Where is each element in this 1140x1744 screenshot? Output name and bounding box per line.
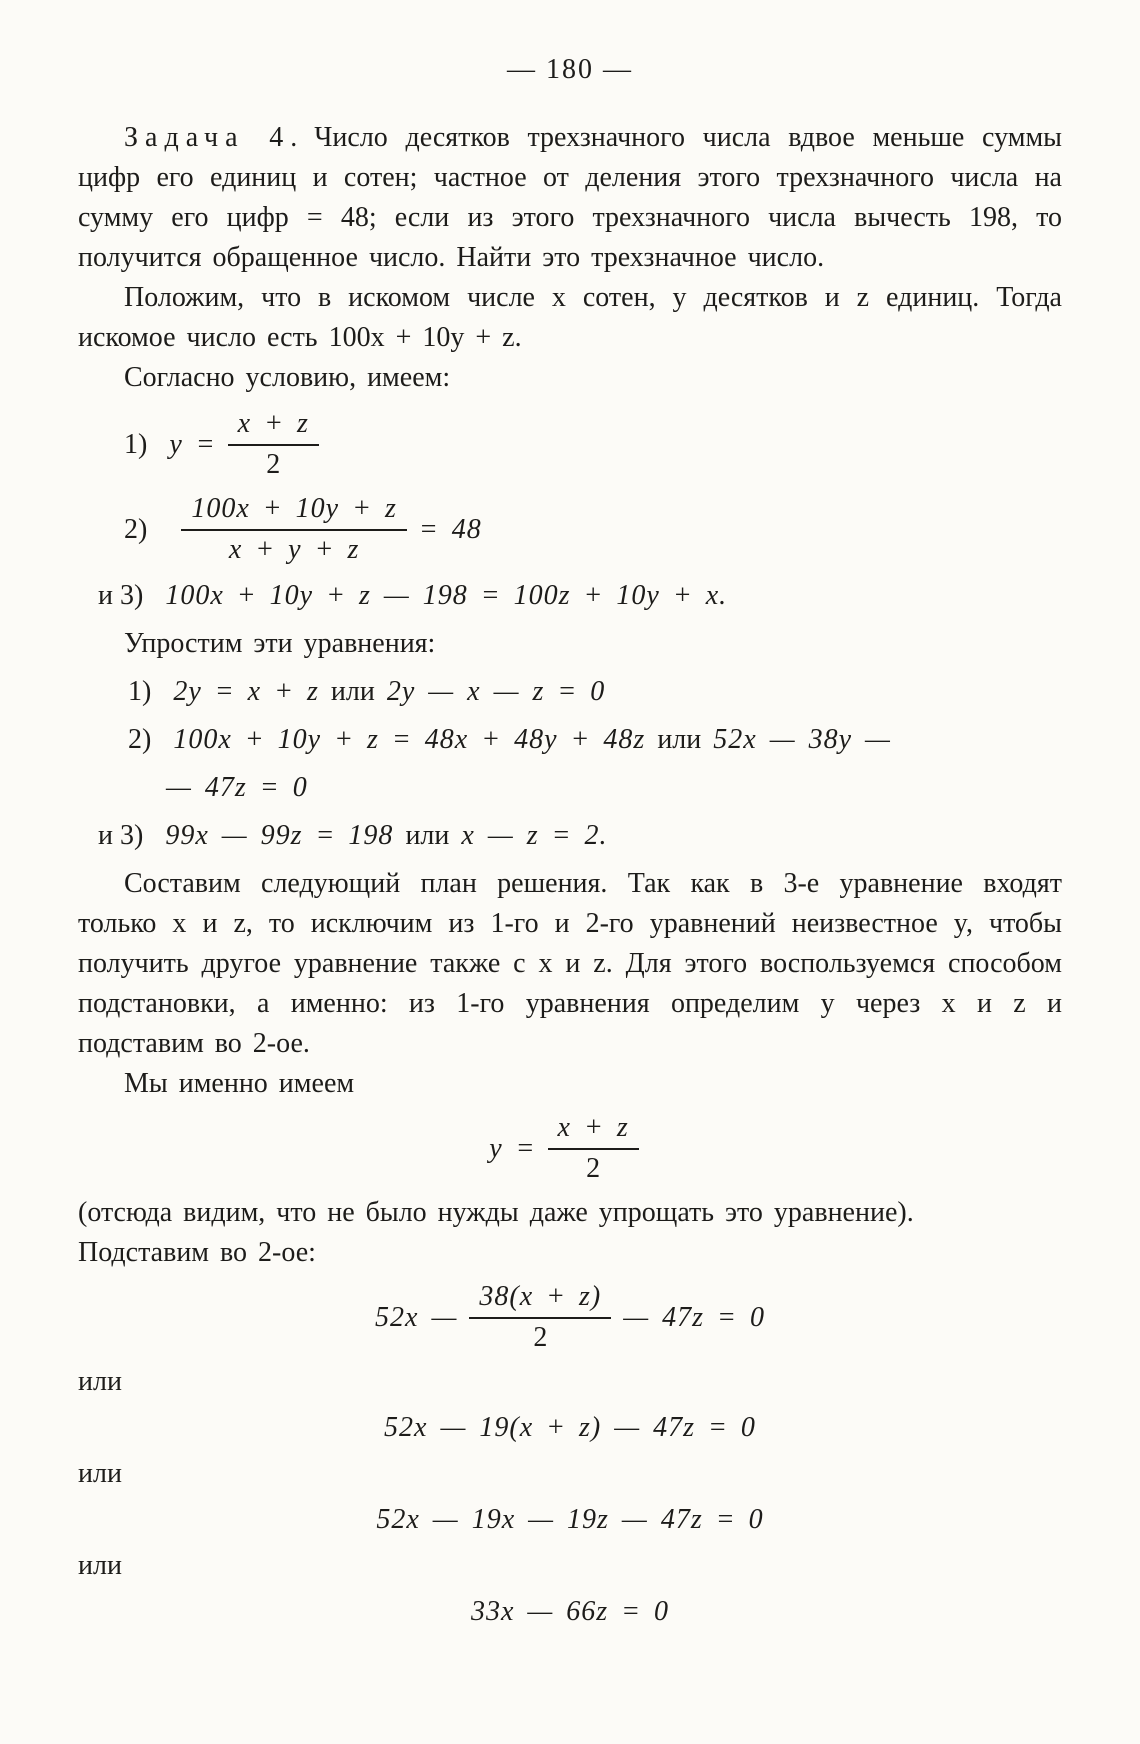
simplified-equation-1 bbox=[128, 672, 1062, 712]
or-word: или bbox=[657, 724, 702, 755]
equation-left: 99x — 99z = 198 bbox=[165, 820, 394, 851]
equation-rhs: = 48 bbox=[418, 513, 482, 545]
problem-label: Задача 4. bbox=[124, 122, 305, 153]
problem-text: Число десятков трехзначного числа вдвое меньше суммы цифр его единиц и сотен; частное от деления этого трехзначного числа на сумму его цифр = 48; если из этого трехзначного числа вычесть 198, то получится обращенное число. Найти это трехзначное число. bbox=[78, 122, 1062, 273]
or-word: или bbox=[78, 1366, 122, 1397]
fraction bbox=[469, 1279, 611, 1356]
equation-step-2: 52x — 19(x + z) — 47z = 0 bbox=[384, 1412, 756, 1443]
equation-label: 1) bbox=[128, 676, 152, 707]
equation-right: 52x — 38y — bbox=[713, 724, 891, 755]
fraction-numerator: 100x + 10y + z bbox=[181, 491, 407, 531]
or-word: или bbox=[78, 1550, 122, 1581]
fraction-numerator: x + z bbox=[548, 1110, 639, 1150]
plan-paragraph: Составим следующий план решения. Так как в 3-е уравнение входят только x и z, то исключим из 1-го и 2-го уравнений неизвестное y, чтобы получить другое уравнение также с x и z. Для этого воспользуемся способом подстановки, а именно: из 1-го уравнения определим y через x и z и подставим во 2-ое. bbox=[78, 868, 1062, 1059]
equation-label: 2) bbox=[124, 513, 148, 545]
equation-label: 2) bbox=[128, 724, 152, 755]
or-word: или bbox=[78, 1458, 122, 1489]
simplified-equation-3 bbox=[98, 816, 1062, 856]
equation-label: 1) bbox=[124, 428, 148, 460]
equation-continuation: — 47z = 0 bbox=[166, 772, 308, 803]
fraction-numerator: x + z bbox=[228, 406, 319, 446]
or-word: или bbox=[405, 820, 450, 851]
equation-condition-1 bbox=[124, 406, 1062, 483]
problem-paragraph bbox=[78, 118, 1062, 278]
simplify-heading: Упростим эти уравнения: bbox=[124, 628, 436, 659]
equation-lhs: y = bbox=[169, 428, 216, 460]
fraction-denominator: 2 bbox=[586, 1153, 601, 1184]
setup-paragraph: Положим, что в искомом числе x сотен, y десятков и z единиц. Тогда искомое число есть 100x + 10y + z. bbox=[78, 282, 1062, 353]
aside-paragraph bbox=[78, 1193, 1062, 1273]
fraction bbox=[181, 491, 407, 568]
equation-condition-3 bbox=[98, 576, 1062, 616]
or-word: или bbox=[330, 676, 375, 707]
equation-left: 52x — bbox=[375, 1301, 458, 1333]
equation-left: 100x + 10y + z = 48x + 48y + 48z bbox=[173, 724, 646, 755]
equation-label: и 3) bbox=[98, 820, 144, 851]
equation-right: — 47z = 0 bbox=[623, 1301, 765, 1333]
fraction bbox=[228, 406, 319, 483]
equation-label: и 3) bbox=[98, 580, 144, 611]
simplified-equation-2 bbox=[78, 720, 1062, 808]
equation-condition-2 bbox=[124, 491, 1062, 568]
we-have-line: Мы именно имеем bbox=[124, 1068, 355, 1099]
aside-line-1: (отсюда видим, что не было нужды даже упрощать это уравнение). bbox=[78, 1197, 914, 1228]
fraction bbox=[548, 1110, 639, 1187]
according-line: Согласно условию, имеем: bbox=[124, 362, 451, 393]
fraction-numerator: 38(x + z) bbox=[469, 1279, 611, 1319]
equation-text: 100x + 10y + z — 198 = 100z + 10y + x. bbox=[165, 580, 728, 611]
equation-y-formula bbox=[78, 1110, 1062, 1187]
equation-lhs: y = bbox=[489, 1132, 536, 1164]
fraction-denominator: x + y + z bbox=[228, 534, 360, 565]
equation-right: 2y — x — z = 0 bbox=[386, 676, 606, 707]
simplified-equation-2-line-2 bbox=[166, 768, 1062, 808]
simplified-equation-2-line-1 bbox=[128, 720, 1062, 760]
page-number: — 180 — bbox=[507, 54, 633, 85]
fraction-denominator: 2 bbox=[533, 1322, 548, 1353]
equation-substituted bbox=[78, 1279, 1062, 1356]
fraction-denominator: 2 bbox=[266, 449, 281, 480]
equation-left: 2y = x + z bbox=[173, 676, 319, 707]
equation-step-4: 33x — 66z = 0 bbox=[470, 1596, 670, 1627]
equation-step-3: 52x — 19x — 19z — 47z = 0 bbox=[376, 1504, 764, 1535]
aside-line-2: Подставим во 2-ое: bbox=[78, 1237, 316, 1268]
equation-right: x — z = 2. bbox=[461, 820, 608, 851]
